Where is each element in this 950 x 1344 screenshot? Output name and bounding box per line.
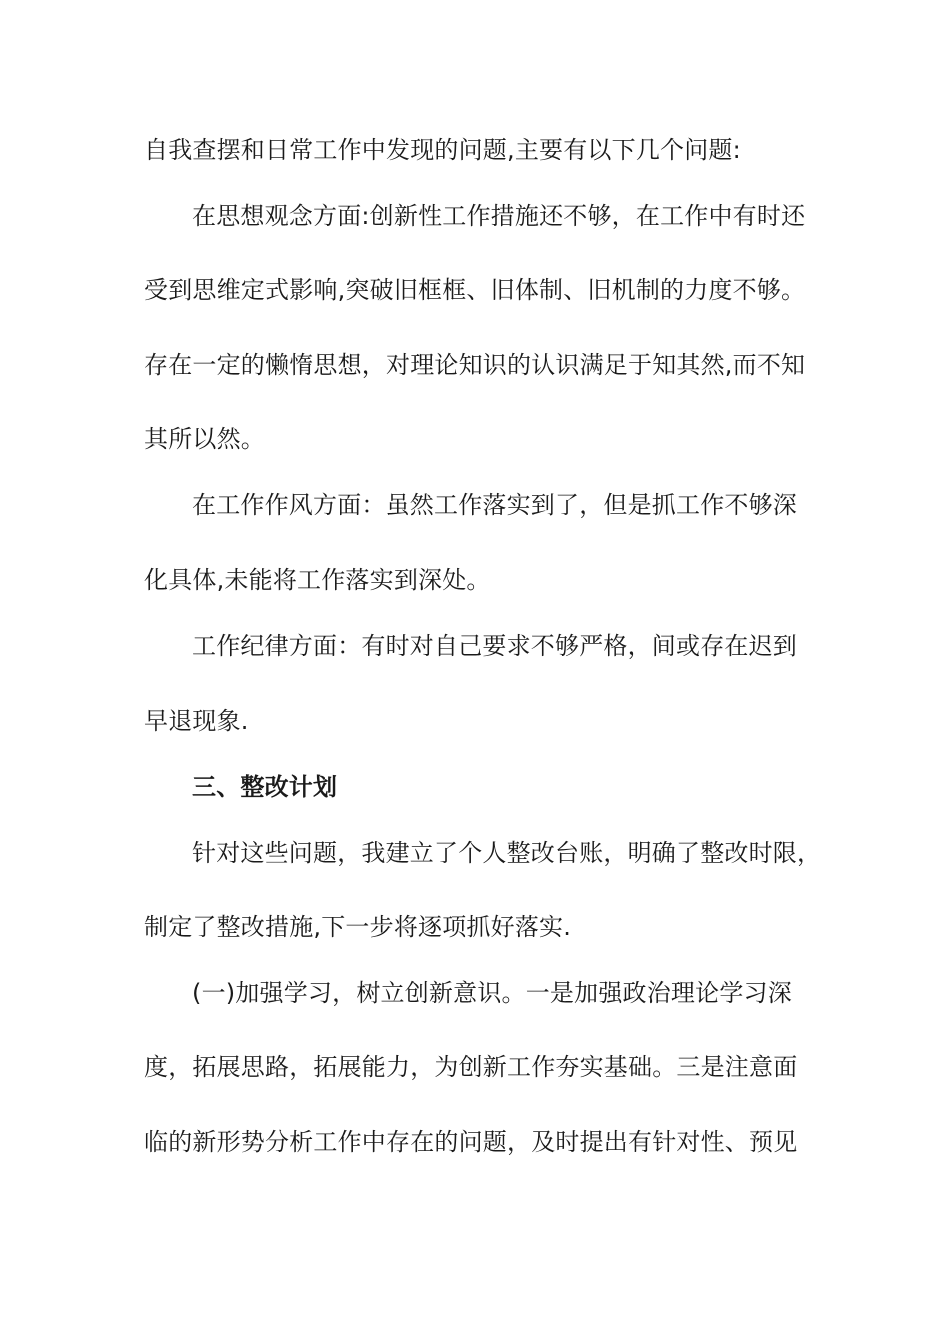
text-line: 度，拓展思路，拓展能力，为创新工作夯实基础。三是注意面 <box>144 1053 798 1081</box>
text-line: 临的新形势分析工作中存在的问题，及时提出有针对性、预见 <box>144 1128 798 1156</box>
paragraph-work-style: 在工作作风方面：虽然工作落实到了，但是抓工作不够深 <box>192 491 797 519</box>
paragraph-work-discipline: 工作纪律方面：有时对自己要求不够严格，间或存在迟到 <box>192 632 797 660</box>
text-line: 存在一定的懒惰思想，对理论知识的认识满足于知其然,而不知 <box>144 351 806 379</box>
section-heading-rectification-plan: 三、整改计划 <box>192 773 338 801</box>
paragraph-rectification-intro: 针对这些问题，我建立了个人整改台账，明确了整改时限， <box>192 839 822 867</box>
text-line: 早退现象. <box>144 707 249 735</box>
text-line: 制定了整改措施,下一步将逐项抓好落实. <box>144 913 572 941</box>
text-line: 自我查摆和日常工作中发现的问题,主要有以下几个问题: <box>144 136 741 164</box>
text-line: 化具体,未能将工作落实到深处。 <box>144 566 491 594</box>
paragraph-strengthen-study: (一)加强学习，树立创新意识。一是加强政治理论学习深 <box>192 979 792 1007</box>
paragraph-thought-concept: 在思想观念方面:创新性工作措施还不够，在工作中有时还 <box>192 202 806 230</box>
text-line: 其所以然。 <box>144 425 265 453</box>
text-line: 受到思维定式影响,突破旧框框、旧体制、旧机制的力度不够。 <box>144 276 806 304</box>
